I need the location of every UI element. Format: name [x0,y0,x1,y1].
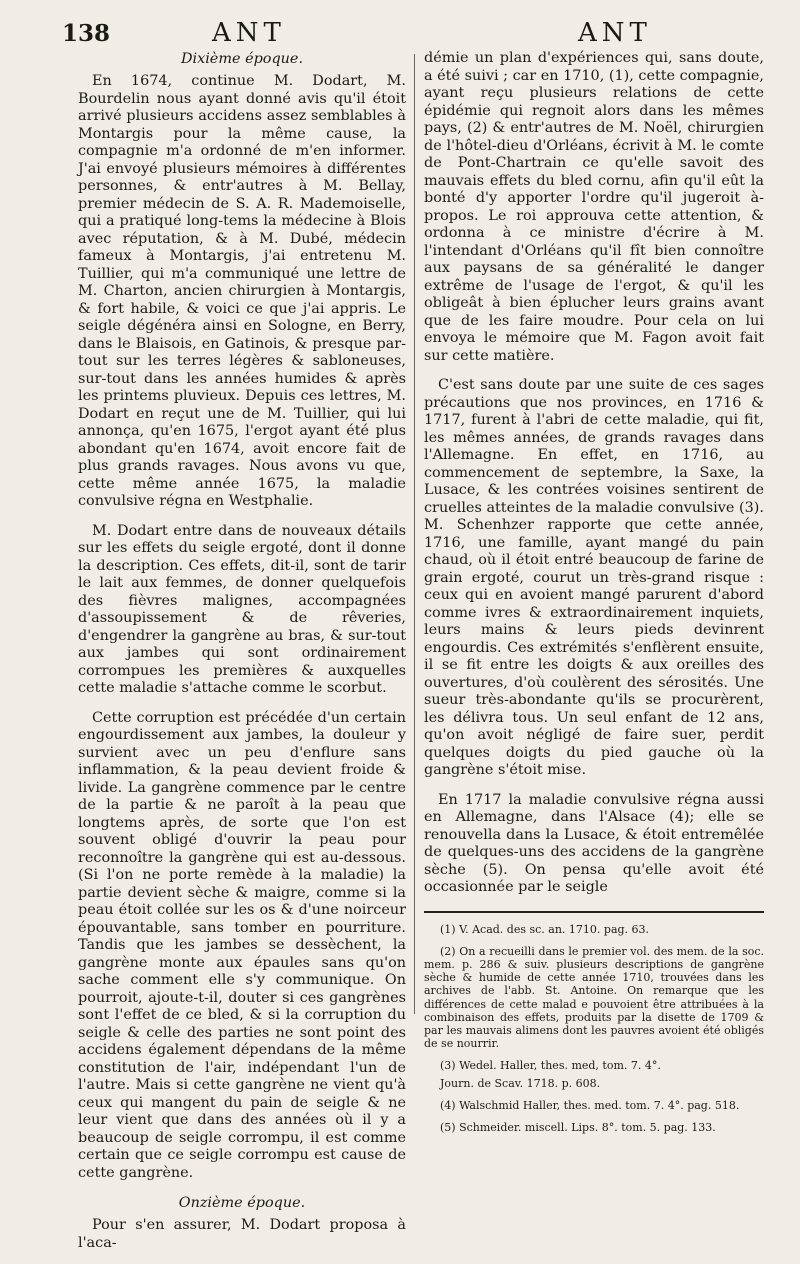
paragraph: Cette corruption est précédée d'un certain engourdissement aux jambes, la douleur y survient avec un peu d'enflure sans inflammation, & la peau devient froide & livide. La gangrène commence par le centre de la partie & ne paroît à la peau que longtems après, de sorte que l'on est souvent obligé d'ouvrir la peau pour reconnoître la gangrène qui est au-dessous. (Si l'on ne porte remède à la maladie) la partie devient sèche & maigre, comme si la peau étoit collée sur les os & d'une noirceur épouvantable, sans tomber en pourriture. Tandis que les jambes se dessèchent, la gangrène monte aux épaules sans qu'on sache comment elle s'y communique. On pourroit, ajoute-t-il, douter si ces gangrènes sont l'effet de ce bled, & si la corruption du seigle & celle des parties ne sont point des accidens également dépendans de la même constitution de l'air, indépendant l'un de l'autre. Mais si cette gangrène ne vient qu'à ceux qui mangent du pain de seigle & ne leur vient que dans des années où il y a beaucoup de seigle corrompu, il est comme certain que ce seigle corrompu est cause de cette gangrène. [78,709,406,1181]
page-number: 138 [62,20,111,47]
footnote-continuation: Journ. de Scav. 1718. p. 608. [440,1076,601,1090]
footnote: (2) On a recueilli dans le premier vol. des mem. de la soc. mem. p. 286 & suiv. plusieurs descriptions de gangrène sèche & humide de cette année 1710, trouvées dans les archives de l'abb. St. Antoine. On remarque que les différences de cette malad e pouvoient être attribuées à la combinaison des effets, produits par la disette de 1709 & par les mauvais alimens dont les pauvres avoient été obligés de se nourrir. [424,944,764,1051]
section-heading-tenth-epoch: Dixième époque. [180,51,304,67]
column-divider [414,54,415,1014]
footnotes [424,923,764,1135]
footnote: (5) Schmeider. miscell. Lips. 8°. tom. 5. pag. 133. [440,1120,716,1134]
paragraph: C'est sans doute par une suite de ces sages précautions que nos provinces, en 1716 & 1717, furent à l'abri de cette maladie, qui fit, les mêmes années, de grands ravages dans l'Allemagne. En effet, en 1716, au commencement de septembre, la Saxe, la Lusace, & les contrées voisines sentirent de cruelles atteintes de la maladie convulsive (3). M. Schenhzer rapporte que cette année, 1716, une famille, ayant mangé du pain chaud, où il étoit entré beaucoup de farine de grain ergoté, courut un très-grand risque : ceux qui en avoient mangé parurent d'abord comme ivres & extraordinairement inquiets, leurs mains & leurs pieds devinrent engourdis. Ces extrémités s'enflèrent ensuite, il se fit entre les doigts & aux oreilles des ouvertures, d'où coulèrent des sérosités. Une sueur très-abondante qu'ils se procurèrent, les délivra tous. Un seul enfant de 12 ans, qu'on avoit négligé de faire suer, perdit quelques doigts du pied gauche où la gangrène s'étoit mise. [424,377,764,778]
footnote: (1) V. Acad. des sc. an. 1710. pag. 63. [440,922,650,936]
footnote-rule [424,911,764,913]
paragraph: Pour s'en assurer, M. Dodart proposa à l'aca- [78,1217,406,1251]
paragraph: M. Dodart entre dans de nouveaux détails sur les effets du seigle ergoté, dont il donne la description. Ces effets, dit-il, sont de tarir le lait aux femmes, de donner quelquefois des fièvres malignes, accompagnées d'assoupissement & de rêveries, d'engendrer la gangrène au bras, & sur-tout aux jambes qui sont ordinairement corrompues les premières & auxquelles cette maladie s'attache comme le scorbut. [78,522,406,696]
running-header [0,14,800,54]
footnote: (3) Wedel. Haller, thes. med, tom. 7. 4°. [440,1059,661,1073]
section-heading-eleventh-epoch: Onzième époque. [178,1195,306,1211]
paragraph: En 1717 la maladie convulsive régna aussi en Allemagne, dans l'Alsace (4); elle se renouvella dans la Lusace, & étoit entremêlée de quelques-uns des accidens de la gangrène sèche (5). On pensa qu'elle avoit été occasionnée par le seigle [424,791,764,895]
paragraph: En 1674, continue M. Dodart, M. Bourdelin nous ayant donné avis qu'il étoit arrivé plusieurs accidens assez semblables à Montargis pour la même cause, la compagnie m'a ordonné de m'en informer. J'ai envoyé plusieurs mémoires à différentes personnes, & entr'autres à M. Bellay, premier médecin de S. A. R. Mademoiselle, qui a pratiqué long-tems la médecine à Blois avec réputation, & à M. Dubé, médecin fameux à Montargis, j'ai entretenu M. Tuillier, qui m'a communiqué une lettre de M. Charton, ancien chirurgien à Montargis, & fort habile, & voici ce que j'ai appris. Le seigle dégénéra ainsi en Sologne, en Berry, dans le Blaisois, en Gatinois, & presque par-tout sur les terres légères & sabloneuses, sur-tout dans les années humides & après les printems pluvieux. Depuis ces lettres, M. Dodart en reçut une de M. Tuillier, qui lui annonça, qu'en 1675, l'ergot ayant été plus abondant qu'en 1674, avoit encore fait de plus grands ravages. Nous avons vu que, cette même année 1675, la maladie convulsive régna en Westphalie. [78,73,406,509]
right-running-title: ANT [578,18,652,48]
paragraph: démie un plan d'expériences qui, sans doute, a été suivi ; car en 1710, (1), cette compagnie, ayant reçu plusieurs relations de cette épidémie qui regnoit alors dans les mêmes pays, (2) & entr'autres de M. Noël, chirurgien de l'hôtel-dieu d'Orléans, écrivit à M. le comte de Pont-Chartrain ce qu'elle savoit des mauvais effets du bled cornu, afin qu'il eût la bonté d'y apporter l'ordre qu'il jugeroit à-propos. Le roi approuva cette attention, & ordonna à ce ministre d'écrire à M. l'intendant d'Orléans qu'il fît bien connoître aux paysans de sa généralité le danger extrême de l'usage de l'ergot, & qu'il les obligeât à bien éplucher leurs grains avant que de les faire moudre. Pour cela on lui envoya le mémoire que M. Fagon avoit fait sur cette matière. [424,50,764,364]
left-column [78,50,406,1264]
left-running-title: ANT [212,18,286,48]
footnote: (4) Walschmid Haller, thes. med. tom. 7. 4°. pag. 518. [440,1098,740,1112]
right-column [424,50,764,1143]
